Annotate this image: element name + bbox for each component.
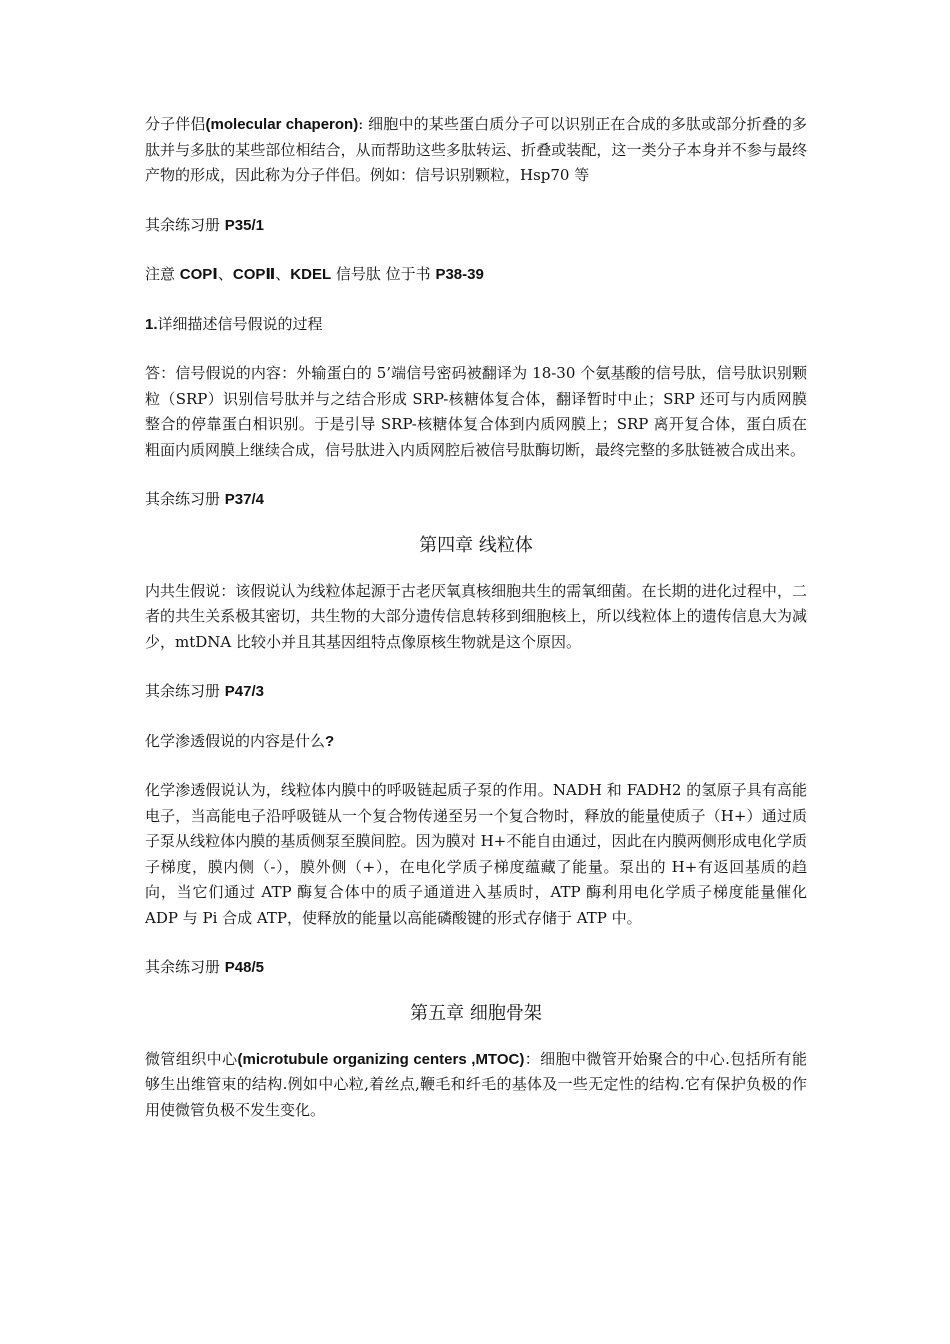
answer-1: 答：信号假说的内容：外输蛋白的 5’端信号密码被翻译为 18-30 个氨基酸的信号肽，信号肽识别颗粒（SRP）识别信号肽并与之结合形成 SRP-核糖体复合体，翻译暂时中止；SRP 还可与内质网膜整合的停靠蛋白相识别。于是引导 SRP-核糖体复合体到内质网膜上；SRP 离开复合体，蛋白质在粗面内质网膜上继续合成，信号肽进入内质网腔后被信号肽酶切断，最终完整的多肽链被合成出来。	[145, 364, 807, 459]
paragraph-mtoc	[145, 1047, 807, 1124]
ref-page: P35/1	[224, 216, 264, 234]
ref-page: P48/5	[224, 959, 264, 976]
question-text: 详细描述信号假说的过程	[157, 314, 323, 333]
note-sep: 、	[217, 265, 233, 283]
ref-label: 其余练习册	[145, 682, 225, 700]
workbook-ref-2	[145, 487, 807, 513]
note-sep: 、	[275, 265, 291, 283]
question-1	[145, 312, 807, 338]
note-pages: P38-39	[435, 266, 484, 283]
note-prefix: 注意	[145, 265, 180, 283]
ref-label: 其余练习册	[145, 215, 225, 234]
question-number: 1.	[145, 315, 158, 333]
term-mtoc: 微管组织中心	[145, 1049, 238, 1068]
ref-page: P37/4	[224, 491, 264, 508]
mtoc-body: ：细胞中微管开始聚合的中心.包括所有能够生出维管束的结构.例如中心粒,着丝点,鞭毛和纤毛的基体及一些无定性的结构.它有保护负极的作用使微管负极不发生变化。	[145, 1049, 807, 1119]
question-text: 化学渗透假说的内容是什么	[145, 731, 326, 750]
chapter-5-heading: 第五章 细胞骨架	[410, 1002, 542, 1024]
note-rest: 信号肽 位于书	[331, 265, 436, 283]
note-kdel: KDEL	[290, 266, 332, 283]
chapter-4-heading: 第四章 线粒体	[419, 534, 533, 556]
chaperon-body: : 细胞中的某些蛋白质分子可以识别正在合成的多肽或部分折叠的多肽并与多肽的某些部位相结合，从而帮助这些多肽转运、折叠或装配，这一类分子本身并不参与最终产物的形成，因此称为分子伴侣。例如：信号识别颗粒，Hsp70 等	[145, 115, 807, 184]
workbook-ref-3	[145, 679, 807, 705]
workbook-ref-1	[145, 213, 807, 239]
term-chaperon: 分子伴侣	[145, 115, 206, 133]
workbook-ref-4	[145, 955, 807, 981]
question-2	[145, 729, 807, 755]
term-chaperon-en: (molecular chaperon)	[205, 116, 359, 133]
paragraph-endosymbiosis: 内共生假说：该假说认为线粒体起源于古老厌氧真核细胞共生的需氧细菌。在长期的进化过程中，二者的共生关系极其密切，共生物的大部分遗传信息转移到细胞核上，所以线粒体上的遗传信息大为减少，mtDNA 比较小并且其基因组特点像原核生物就是这个原因。	[145, 581, 807, 651]
note-line	[145, 262, 807, 288]
ref-label: 其余练习册	[145, 490, 225, 508]
document-page	[145, 112, 807, 1123]
ref-label: 其余练习册	[145, 958, 225, 976]
ref-page: P47/3	[224, 683, 264, 700]
question-mark: ?	[325, 732, 335, 750]
paragraph-molecular-chaperon	[145, 112, 807, 189]
answer-2: 化学渗透假说认为，线粒体内膜中的呼吸链起质子泵的作用。NADH 和 FADH2 的氢原子具有高能电子，当高能电子沿呼吸链从一个复合物传递至另一个复合物时，释放的能量使质子（H+）通过质子泵从线粒体内膜的基质侧泵至膜间腔。因为膜对 H+不能自由通过，因此在内膜两侧形成电化学质子梯度，膜内侧（-），膜外侧（+），在电化学质子梯度蕴藏了能量。泵出的 H+有返回基质的趋向，当它们通过 ATP 酶复合体中的质子通道进入基质时，ATP 酶利用电化学质子梯度能量催化 ADP 与 Pi 合成 ATP，使释放的能量以高能磷酸键的形式存储于 ATP 中。	[145, 781, 807, 927]
note-copi: COPⅠ	[179, 266, 218, 283]
term-mtoc-en: (microtubule organizing centers ,MTOC)	[237, 1050, 525, 1068]
note-copii: COPⅡ	[232, 266, 276, 283]
